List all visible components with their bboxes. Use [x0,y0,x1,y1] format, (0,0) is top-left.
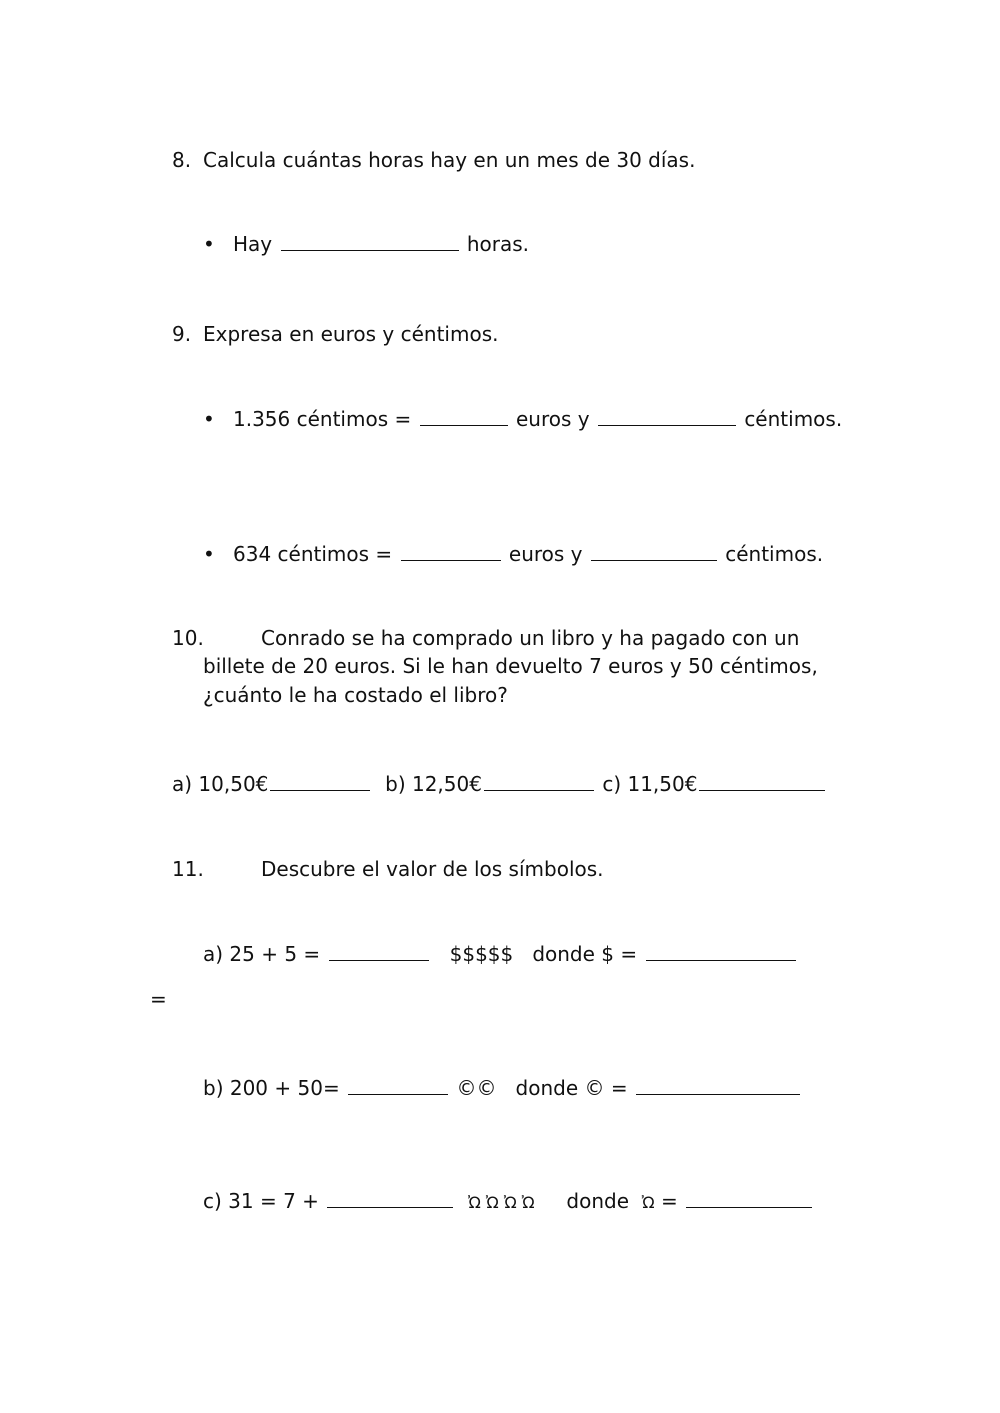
item-label: 634 céntimos = [233,542,393,566]
stray-equals-sign: = [150,987,167,1011]
question-11-part-a [203,940,798,968]
answer-suffix: horas. [466,232,530,256]
equation-a-blank[interactable] [329,940,429,961]
symbols-c: Ὠ Ὠ Ὠ Ὠ [468,1193,535,1212]
question-10-number: 10. [172,626,204,650]
question-10-line-3: ¿cuánto le ha costado el libro? [203,683,508,707]
option-b-blank[interactable] [484,770,594,791]
question-9-item-2 [233,540,823,568]
question-10-options [172,770,827,798]
equation-c-blank[interactable] [327,1187,453,1208]
question-9-number: 9. [172,322,192,346]
donde-c: donde [566,1189,630,1213]
question-8-number: 8. [172,148,192,172]
option-a-blank[interactable] [270,770,370,791]
item-middle: euros y [515,407,590,431]
item-suffix: céntimos. [725,542,824,566]
question-8-answer-line [233,230,529,258]
donde-a: donde $ = [532,942,638,966]
option-c-blank[interactable] [699,770,825,791]
option-b: b) 12,50€ [385,772,482,796]
equation-a: a) 25 + 5 = [203,942,321,966]
donde-b: donde © = [515,1076,628,1100]
option-c: c) 11,50€ [602,772,698,796]
symbol-c: Ὠ [641,1193,655,1212]
euros-blank[interactable] [420,405,508,426]
item-label: 1.356 céntimos = [233,407,412,431]
symbol-c-value-blank[interactable] [686,1187,812,1208]
item-suffix: céntimos. [744,407,843,431]
equals-c: = [660,1189,678,1213]
equation-b: b) 200 + 50= [203,1076,340,1100]
item-middle: euros y [508,542,583,566]
symbol-a-value-blank[interactable] [646,940,796,961]
bullet-dot: • [203,407,215,431]
question-11-part-c [203,1187,814,1217]
question-10-line-1: Conrado se ha comprado un libro y ha pagado con un [261,626,800,650]
symbols-b: ©© [456,1076,497,1100]
euros-blank[interactable] [401,540,501,561]
question-10-line-2: billete de 20 euros. Si le han devuelto 7 euros y 50 céntimos, [203,654,818,678]
question-8-text: Calcula cuántas horas hay en un mes de 30 días. [203,148,696,172]
question-9-text: Expresa en euros y céntimos. [203,322,499,346]
equation-b-blank[interactable] [348,1074,448,1095]
symbol-b-value-blank[interactable] [636,1074,800,1095]
bullet-dot: • [203,232,215,256]
symbols-a: $$$$$ [449,942,514,966]
equation-c: c) 31 = 7 + [203,1189,319,1213]
cents-blank[interactable] [591,540,717,561]
question-11-text: Descubre el valor de los símbolos. [261,857,604,881]
question-9-item-1 [233,405,842,433]
question-11-part-b [203,1074,802,1102]
answer-blank[interactable] [281,230,459,251]
option-a: a) 10,50€ [172,772,269,796]
question-11-number: 11. [172,857,204,881]
bullet-dot: • [203,542,215,566]
answer-prefix: Hay [233,232,273,256]
cents-blank[interactable] [598,405,736,426]
